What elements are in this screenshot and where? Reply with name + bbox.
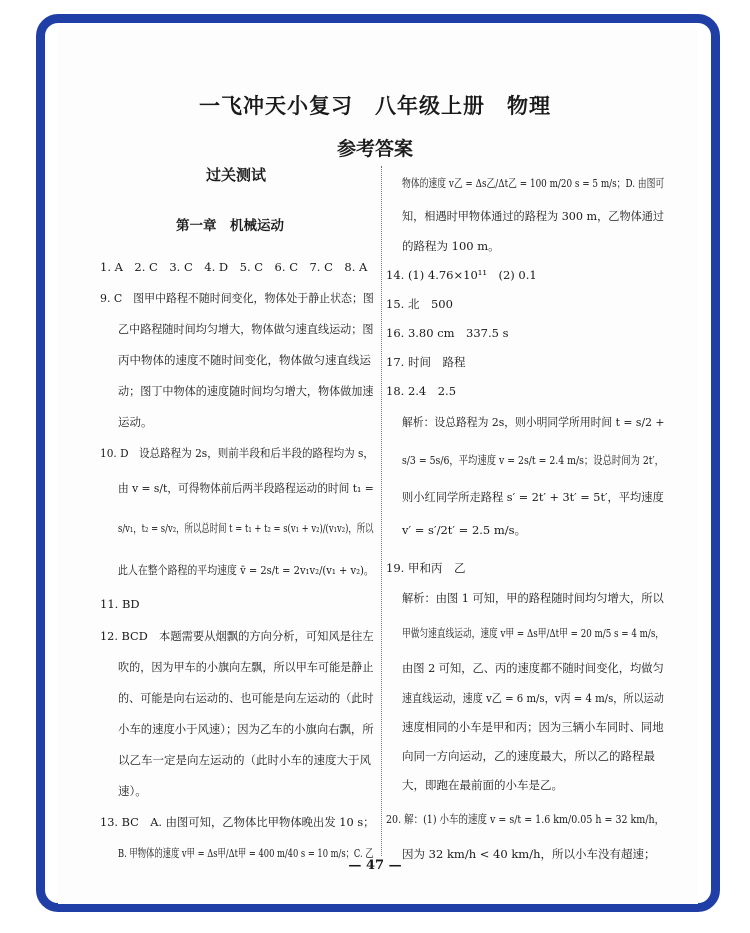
answer-line: 1. A 2. C 3. C 4. D 5. C 6. C 7. C 8. A (100, 260, 368, 274)
answer-line: 速度相同的小车是甲和丙；因为三辆小车同时、同地 (402, 720, 664, 734)
section-heading: 过关测试 (206, 166, 267, 184)
column-divider (381, 166, 382, 856)
answer-line: s/v₁，t₂ = s/v₂，所以总时间 t = t₁ + t₂ = s(v₁ + v₂)/(v₁v₂)，所以 (118, 521, 374, 535)
answer-line: 19. 甲和丙 乙 (386, 561, 466, 575)
answer-line: 速直线运动，速度 v乙 = 6 m/s，v丙 = 4 m/s，所以运动 (402, 691, 664, 705)
sub-title: 参考答案 (336, 138, 413, 160)
answer-line: 20. 解：(1) 小车的速度 v = s/t = 1.6 km/0.05 h = 32 km/h， (386, 812, 665, 826)
answer-line: v′ = s′/2t′ = 2.5 m/s。 (402, 523, 527, 537)
answer-line: 以乙车一定是向左运动的（此时小车的速度大于风 (118, 753, 371, 767)
answer-line: 则小红同学所走路程 s′ = 2t′ + 3t′ = 5t′，平均速度 (402, 490, 664, 504)
page-number: — 47 — (348, 858, 402, 873)
answer-line: 向同一方向运动，乙的速度最大，所以乙的路程最 (402, 749, 655, 763)
answer-line: 乙中路程随时间均匀增大，物体做匀速直线运动；图 (118, 322, 374, 336)
answer-line: 因为 32 km/h < 40 km/h，所以小车没有超速； (402, 847, 656, 861)
answer-line: 由 v = s/t，可得物体前后两半段路程运动的时间 t₁ = (118, 481, 374, 495)
answer-line: 丙中物体的速度不随时间变化，物体做匀速直线运 (118, 353, 371, 367)
answer-line: 由图 2 可知，乙、丙的速度都不随时间变化，均做匀 (402, 661, 664, 675)
answer-line: 的路程为 100 m。 (402, 239, 500, 253)
answer-line: 动；图丁中物体的速度随时间均匀增大，物体做加速 (118, 384, 374, 398)
answer-line: B. 甲物体的速度 v甲 = Δs甲/Δt甲 = 400 m/40 s = 10 m/s；C. 乙 (118, 846, 374, 860)
answer-line: 14. (1) 4.76×10¹¹ (2) 0.1 (386, 268, 537, 282)
answer-line: 吹的，因为甲车的小旗向左飘，所以甲车可能是静止 (118, 660, 374, 674)
answer-line: 12. BCD 本题需要从烟飘的方向分析，可知风是往左 (100, 629, 374, 643)
answer-line: 10. D 设总路程为 2s，则前半段和后半段的路程均为 s， (100, 446, 374, 460)
answer-line: 15. 北 500 (386, 297, 453, 311)
answer-line: 16. 3.80 cm 337.5 s (386, 326, 509, 340)
answer-line: 知，相遇时甲物体通过的路程为 300 m，乙物体通过 (402, 209, 665, 223)
answer-line: 甲做匀速直线运动，速度 v甲 = Δs甲/Δt甲 = 20 m/5 s = 4 m/s， (402, 626, 664, 640)
answer-line: 9. C 图甲中路程不随时间变化，物体处于静止状态；图 (100, 291, 374, 305)
answer-line: 大，即跑在最前面的小车是乙。 (402, 778, 563, 792)
answer-line: 运动。 (118, 415, 153, 429)
answer-line: 17. 时间 路程 (386, 355, 466, 369)
answer-line: 解析：由图 1 可知，甲的路程随时间均匀增大，所以 (402, 591, 664, 605)
answer-line: s/3 = 5s/6，平均速度 v = 2s/t = 2.4 m/s；设总时间为 2t′， (402, 453, 664, 467)
answer-line: 13. BC A. 由图可知，乙物体比甲物体晚出发 10 s； (100, 815, 375, 829)
answer-line: 物体的速度 v乙 = Δs乙/Δt乙 = 100 m/20 s = 5 m/s；D. 由图可 (402, 176, 665, 190)
answer-line: 11. BD (100, 597, 140, 611)
answer-line: 18. 2.4 2.5 (386, 384, 457, 398)
chapter-heading: 第一章 机械运动 (176, 218, 284, 234)
answer-line: 解析：设总路程为 2s，则小明同学所用时间 t = s/2 + (402, 415, 665, 429)
answer-line: 小车的速度小于风速）；因为乙车的小旗向右飘，所 (118, 722, 374, 736)
answer-line: 此人在整个路程的平均速度 v̄ = 2s/t = 2v₁v₂/(v₁ + v₂)。 (118, 563, 374, 577)
main-title: 一飞冲天小复习 八年级上册 物理 (199, 93, 551, 118)
answer-line: 速）。 (118, 784, 147, 798)
answer-line: 的、可能是向右运动的、也可能是向左运动的（此时 (118, 691, 374, 705)
